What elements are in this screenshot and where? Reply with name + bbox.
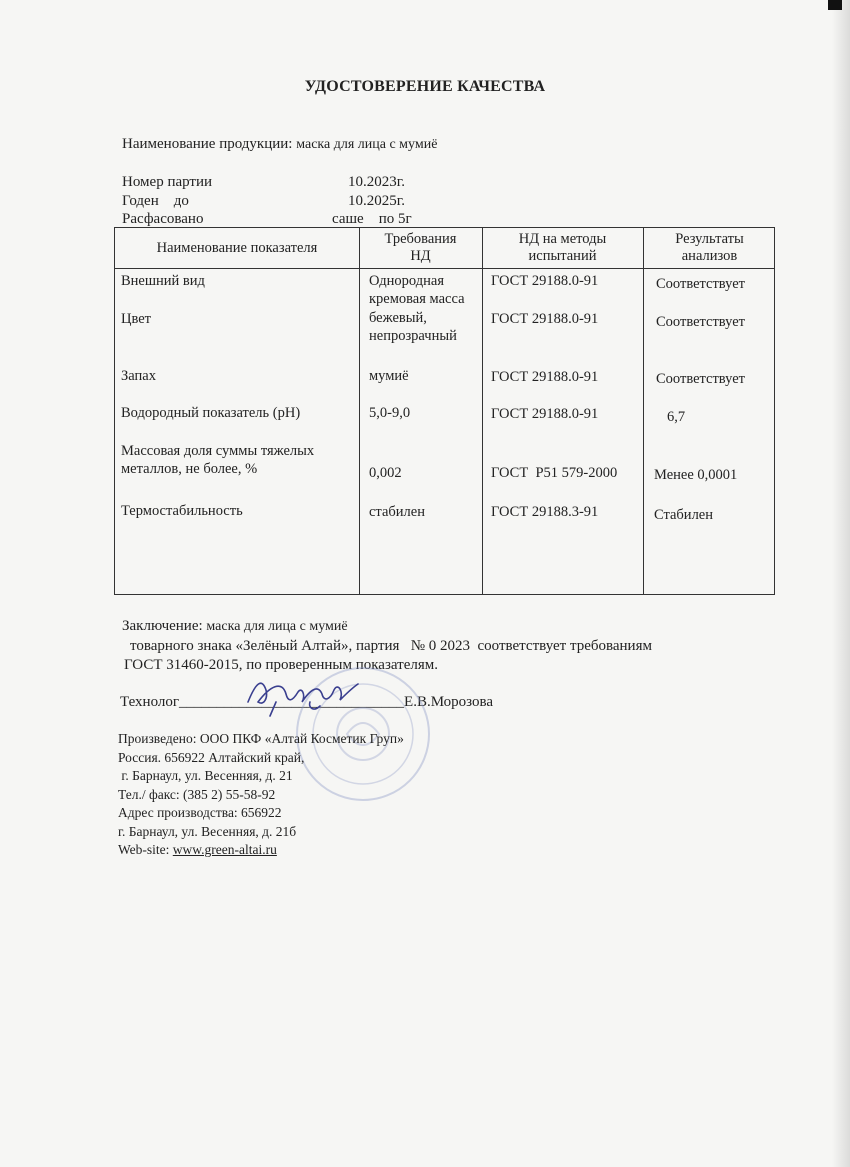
table-header-divider xyxy=(115,268,774,269)
contacts-block xyxy=(118,730,404,860)
product-label: Наименование продукции: xyxy=(122,136,293,152)
document-title: УДОСТОВЕРЕНИЕ КАЧЕСТВА xyxy=(304,78,546,95)
row-color-req-2: непрозрачный xyxy=(369,328,457,344)
signature-blank: ______________________________ xyxy=(179,694,405,710)
header-results xyxy=(643,228,776,268)
technologist-label: Технолог xyxy=(120,694,180,710)
row-metals-result: Менее 0,0001 xyxy=(654,467,738,483)
row-metals-name-2: металлов, не более, % xyxy=(121,461,258,477)
signature xyxy=(240,672,370,720)
header-results-line1: Результаты xyxy=(675,231,744,247)
row-ph-result: 6,7 xyxy=(667,409,686,425)
row-appearance-req-2: кремовая масса xyxy=(369,291,465,307)
scan-edge-shade xyxy=(832,0,850,1167)
conclusion-product: маска для лица с мумиё xyxy=(206,619,348,634)
row-ph-method: ГОСТ 29188.0-91 xyxy=(491,406,599,422)
row-color-result: Соответствует xyxy=(656,314,745,330)
quality-table xyxy=(114,227,775,595)
header-indicator: Наименование показателя xyxy=(156,239,318,256)
packing-label: Расфасовано xyxy=(122,211,204,227)
product-line xyxy=(122,136,437,153)
website-label: Web-site: xyxy=(118,842,173,857)
row-metals-method: ГОСТ Р51 579-2000 xyxy=(491,465,618,481)
row-thermo-result: Стабилен xyxy=(654,507,713,523)
header-requirements xyxy=(359,228,482,268)
conclusion-line-3: ГОСТ 31460-2015, по проверенным показателям. xyxy=(124,657,438,673)
row-thermo-req: стабилен xyxy=(369,504,425,520)
row-color-name: Цвет xyxy=(121,311,152,327)
header-requirements-line2: НД xyxy=(410,248,431,264)
row-color-method: ГОСТ 29188.0-91 xyxy=(491,311,599,327)
batch-label: Номер партии xyxy=(122,174,213,190)
expiry-label: Годен до xyxy=(122,193,189,209)
scan-corner-mark xyxy=(828,0,842,10)
table-divider xyxy=(643,228,644,594)
row-appearance-result: Соответствует xyxy=(656,276,745,292)
table-divider xyxy=(482,228,483,594)
row-ph-name: Водородный показатель (pH) xyxy=(121,405,301,421)
header-results-line2: анализов xyxy=(681,248,738,264)
batch-value: 10.2023г. xyxy=(348,174,405,190)
conclusion-line-1 xyxy=(122,617,348,636)
contact-website-line xyxy=(118,841,404,860)
contact-address-1: Россия. 656922 Алтайский край, xyxy=(118,749,305,765)
row-appearance-req-1: Однородная xyxy=(369,273,444,289)
row-color-req-1: бежевый, xyxy=(369,310,427,326)
website-link[interactable]: www.green-altai.ru xyxy=(172,842,277,857)
product-value: маска для лица с мумиё xyxy=(296,137,438,152)
header-methods xyxy=(482,228,643,268)
row-metals-req: 0,002 xyxy=(369,465,402,481)
contact-phone: Тел./ факс: (385 2) 55-58-92 xyxy=(118,786,276,802)
row-smell-name: Запах xyxy=(121,368,156,384)
row-appearance-method: ГОСТ 29188.0-91 xyxy=(491,273,599,289)
table-divider xyxy=(359,228,360,594)
expiry-value: 10.2025г. xyxy=(348,193,405,209)
contact-produced: Произведено: ООО ПКФ «Алтай Косметик Груп» xyxy=(118,731,404,746)
conclusion-label: Заключение: xyxy=(122,618,203,634)
row-appearance-name: Внешний вид xyxy=(121,273,205,289)
packing-value: саше по 5г xyxy=(332,211,412,227)
row-smell-req: мумиё xyxy=(369,368,409,384)
row-ph-req: 5,0-9,0 xyxy=(369,405,411,421)
technologist-name: Е.В.Морозова xyxy=(404,694,494,710)
row-smell-method: ГОСТ 29188.0-91 xyxy=(491,369,599,385)
header-methods-line2: испытаний xyxy=(528,248,597,264)
row-thermo-method: ГОСТ 29188.3-91 xyxy=(491,504,599,520)
row-smell-result: Соответствует xyxy=(656,371,745,387)
conclusion-line-2: товарного знака «Зелёный Алтай», партия № 0 2023 соответствует требованиям xyxy=(130,638,652,654)
header-methods-line1: НД на методы xyxy=(518,231,607,247)
contact-prod-address-2: г. Барнаул, ул. Весенняя, д. 21б xyxy=(118,823,297,839)
contact-address-2: г. Барнаул, ул. Весенняя, д. 21 xyxy=(118,768,293,783)
contact-prod-address-1: Адрес производства: 656922 xyxy=(118,805,282,820)
row-thermo-name: Термостабильность xyxy=(121,503,243,519)
row-metals-name-1: Массовая доля суммы тяжелых xyxy=(121,443,315,459)
header-requirements-line1: Требования xyxy=(384,231,457,247)
